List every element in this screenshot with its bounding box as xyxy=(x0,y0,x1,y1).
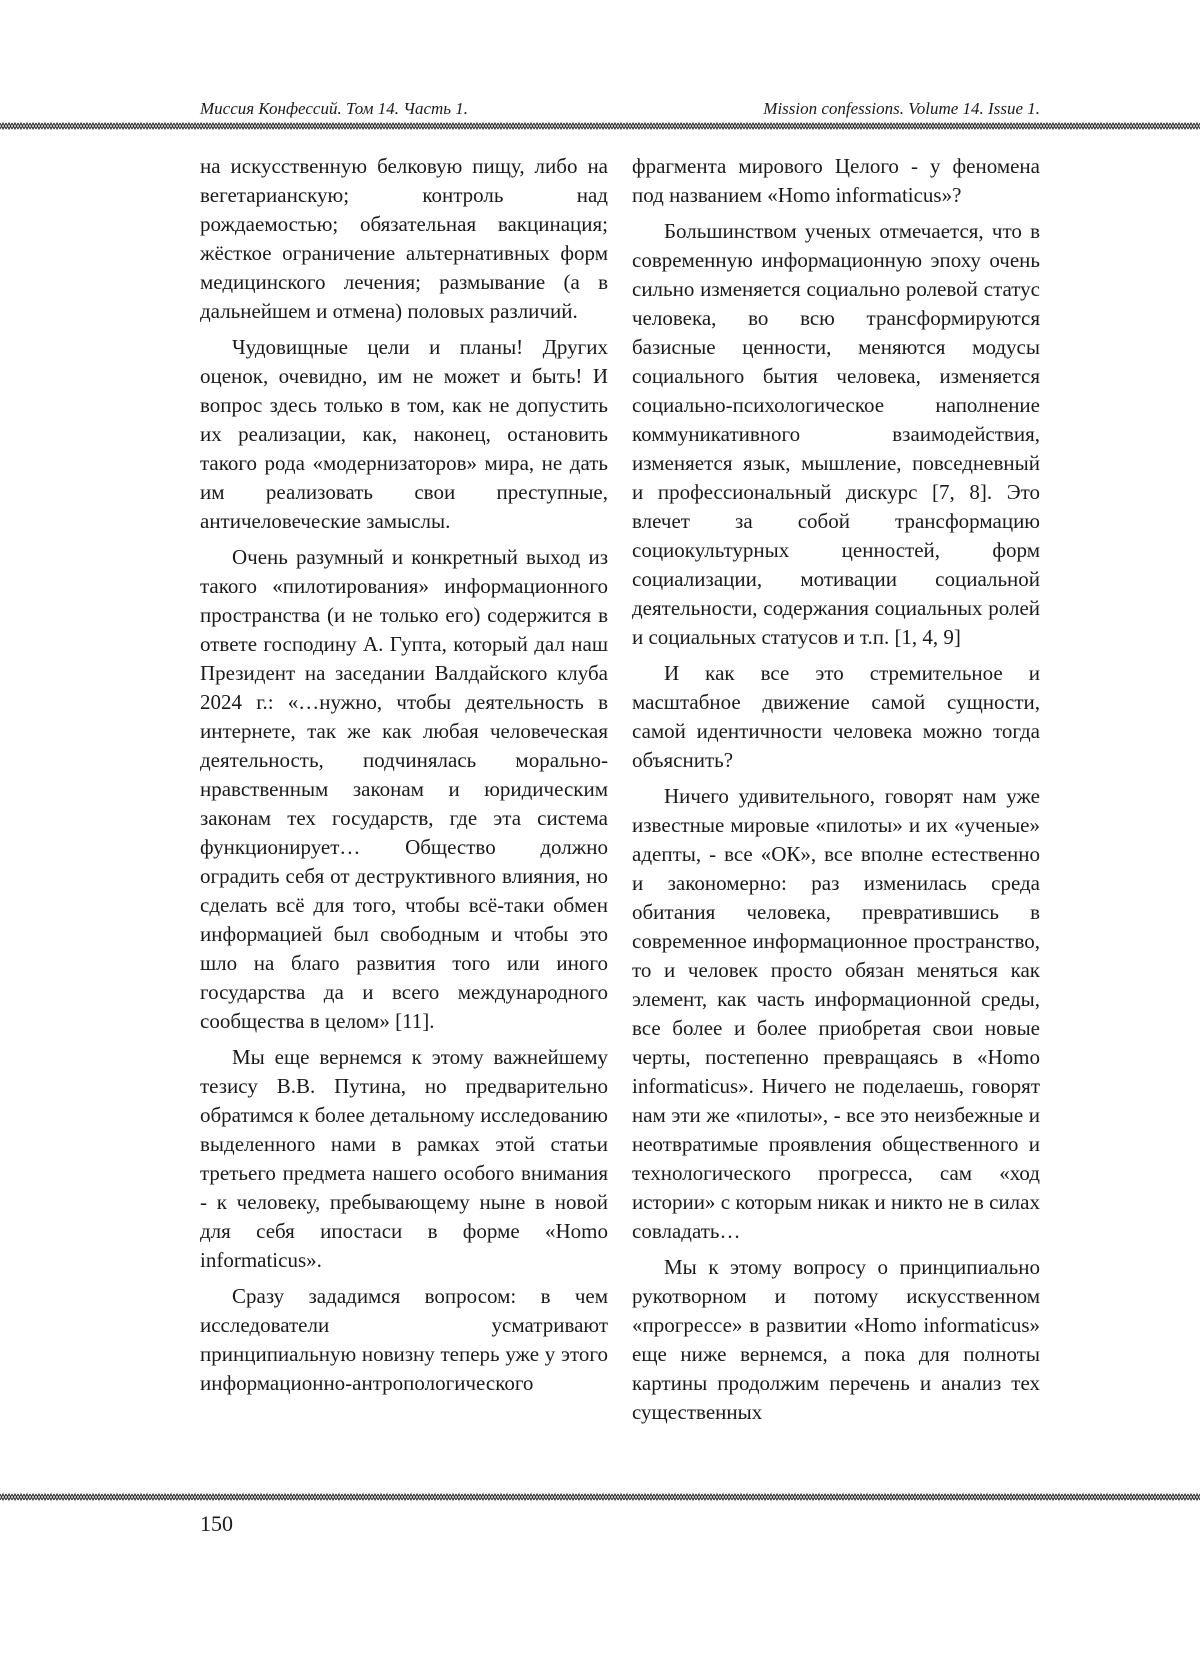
header-ornament-rule xyxy=(0,121,1200,131)
paragraph: Сразу зададимся вопросом: в чем исследователи усматривают принципиальную новизну теперь уже у этого информационно-антропологического xyxy=(200,1284,608,1395)
page-number: 150 xyxy=(200,1511,233,1536)
paragraph: Ничего удивительного, говорят нам уже известные мировые «пилоты» и их «ученые» адепты, - все «ОК», все вполне естественно и закономерно: раз изменилась среда обитания человека, превратившись в современное информационное пространство, то и человек просто обязан меняться как элемент, как часть информационной среды, все более и более приобретая свои новые черты, постепенно превращаясь в «Homo informaticus». Ничего не поделаешь, говорят нам эти же «пилоты», - все это неизбежные и неотвратимые проявления общественного и технологического прогресса, сам «ход истории» с которым никак и никто не в силах совладать… xyxy=(632,784,1040,1243)
text-column-right xyxy=(632,152,1040,1434)
paragraph: Очень разумный и конкретный выход из такого «пилотирования» информационного пространства (и не только его) содержится в ответе господину А. Гупта, который дал наш Президент на заседании Валдайского клуба 2024 г.: «…нужно, чтобы деятельность в интернете, так же как любая человеческая деятельность, подчинялась морально-нравственным законам и юридическим законам тех государств, где эта система функционирует… Общество должно оградить себя от деструктивного влияния, но сделать всё для того, чтобы всё-таки обмен информацией был свободным и чтобы это шло на благо развития того или иного государства да и всего международного сообщества в целом» [11]. xyxy=(200,545,608,1033)
paragraph: Мы к этому вопросу о принципиально рукотворном и потому искусственном «прогрессе» в развитии «Homo informaticus» еще ниже вернемся, а пока для полноты картины продолжим перечень и анализ тех существенных xyxy=(632,1255,1040,1424)
paragraph: Мы еще вернемся к этому важнейшему тезису В.В. Путина, но предварительно обратимся к более детальному исследованию выделенного нами в рамках этой статьи третьего предмета нашего особого внимания - к человеку, пребывающему ныне в новой для себя ипостаси в форме «Homo informaticus». xyxy=(200,1045,608,1272)
text-column-left xyxy=(200,152,608,1405)
running-header xyxy=(200,97,1040,121)
paragraph: Большинством ученых отмечается, что в современную информационную эпоху очень сильно изменяется социально ролевой статус человека, во всю трансформируются базисные ценности, меняются модусы социального бытия человека, изменяется социально-психологическое наполнение коммуникативного взаимодействия, изменяется язык, мышление, повседневный и профессиональный дискурс [7, 8]. Это влечет за собой трансформацию социокультурных ценностей, форм социализации, мотивации социальной деятельности, содержания социальных ролей и социальных статусов и т.п. [1, 4, 9] xyxy=(632,219,1040,649)
header-journal-title-en: Mission confessions. Volume 14. Issue 1. xyxy=(763,99,1040,118)
paragraph: фрагмента мирового Целого - у феномена под названием «Homo informaticus»? xyxy=(632,154,1040,207)
paragraph: И как все это стремительное и масштабное движение самой сущности, самой идентичности человека можно тогда объяснить? xyxy=(632,661,1040,772)
header-journal-title-ru: Миссия Конфессий. Том 14. Часть 1. xyxy=(200,99,469,118)
paragraph: на искусственную белковую пищу, либо на вегетарианскую; контроль над рождаемостью; обязательная вакцинация; жёсткое ограничение альтернативных форм медицинского лечения; размывание (а в дальнейшем и отмена) половых различий. xyxy=(200,154,608,323)
footer-ornament-rule xyxy=(0,1492,1200,1502)
paragraph: Чудовищные цели и планы! Других оценок, очевидно, им не может и быть! И вопрос здесь только в том, как не допустить их реализации, как, наконец, остановить такого рода «модернизаторов» мира, не дать им реализовать свои преступные, античеловеческие замыслы. xyxy=(200,335,608,533)
